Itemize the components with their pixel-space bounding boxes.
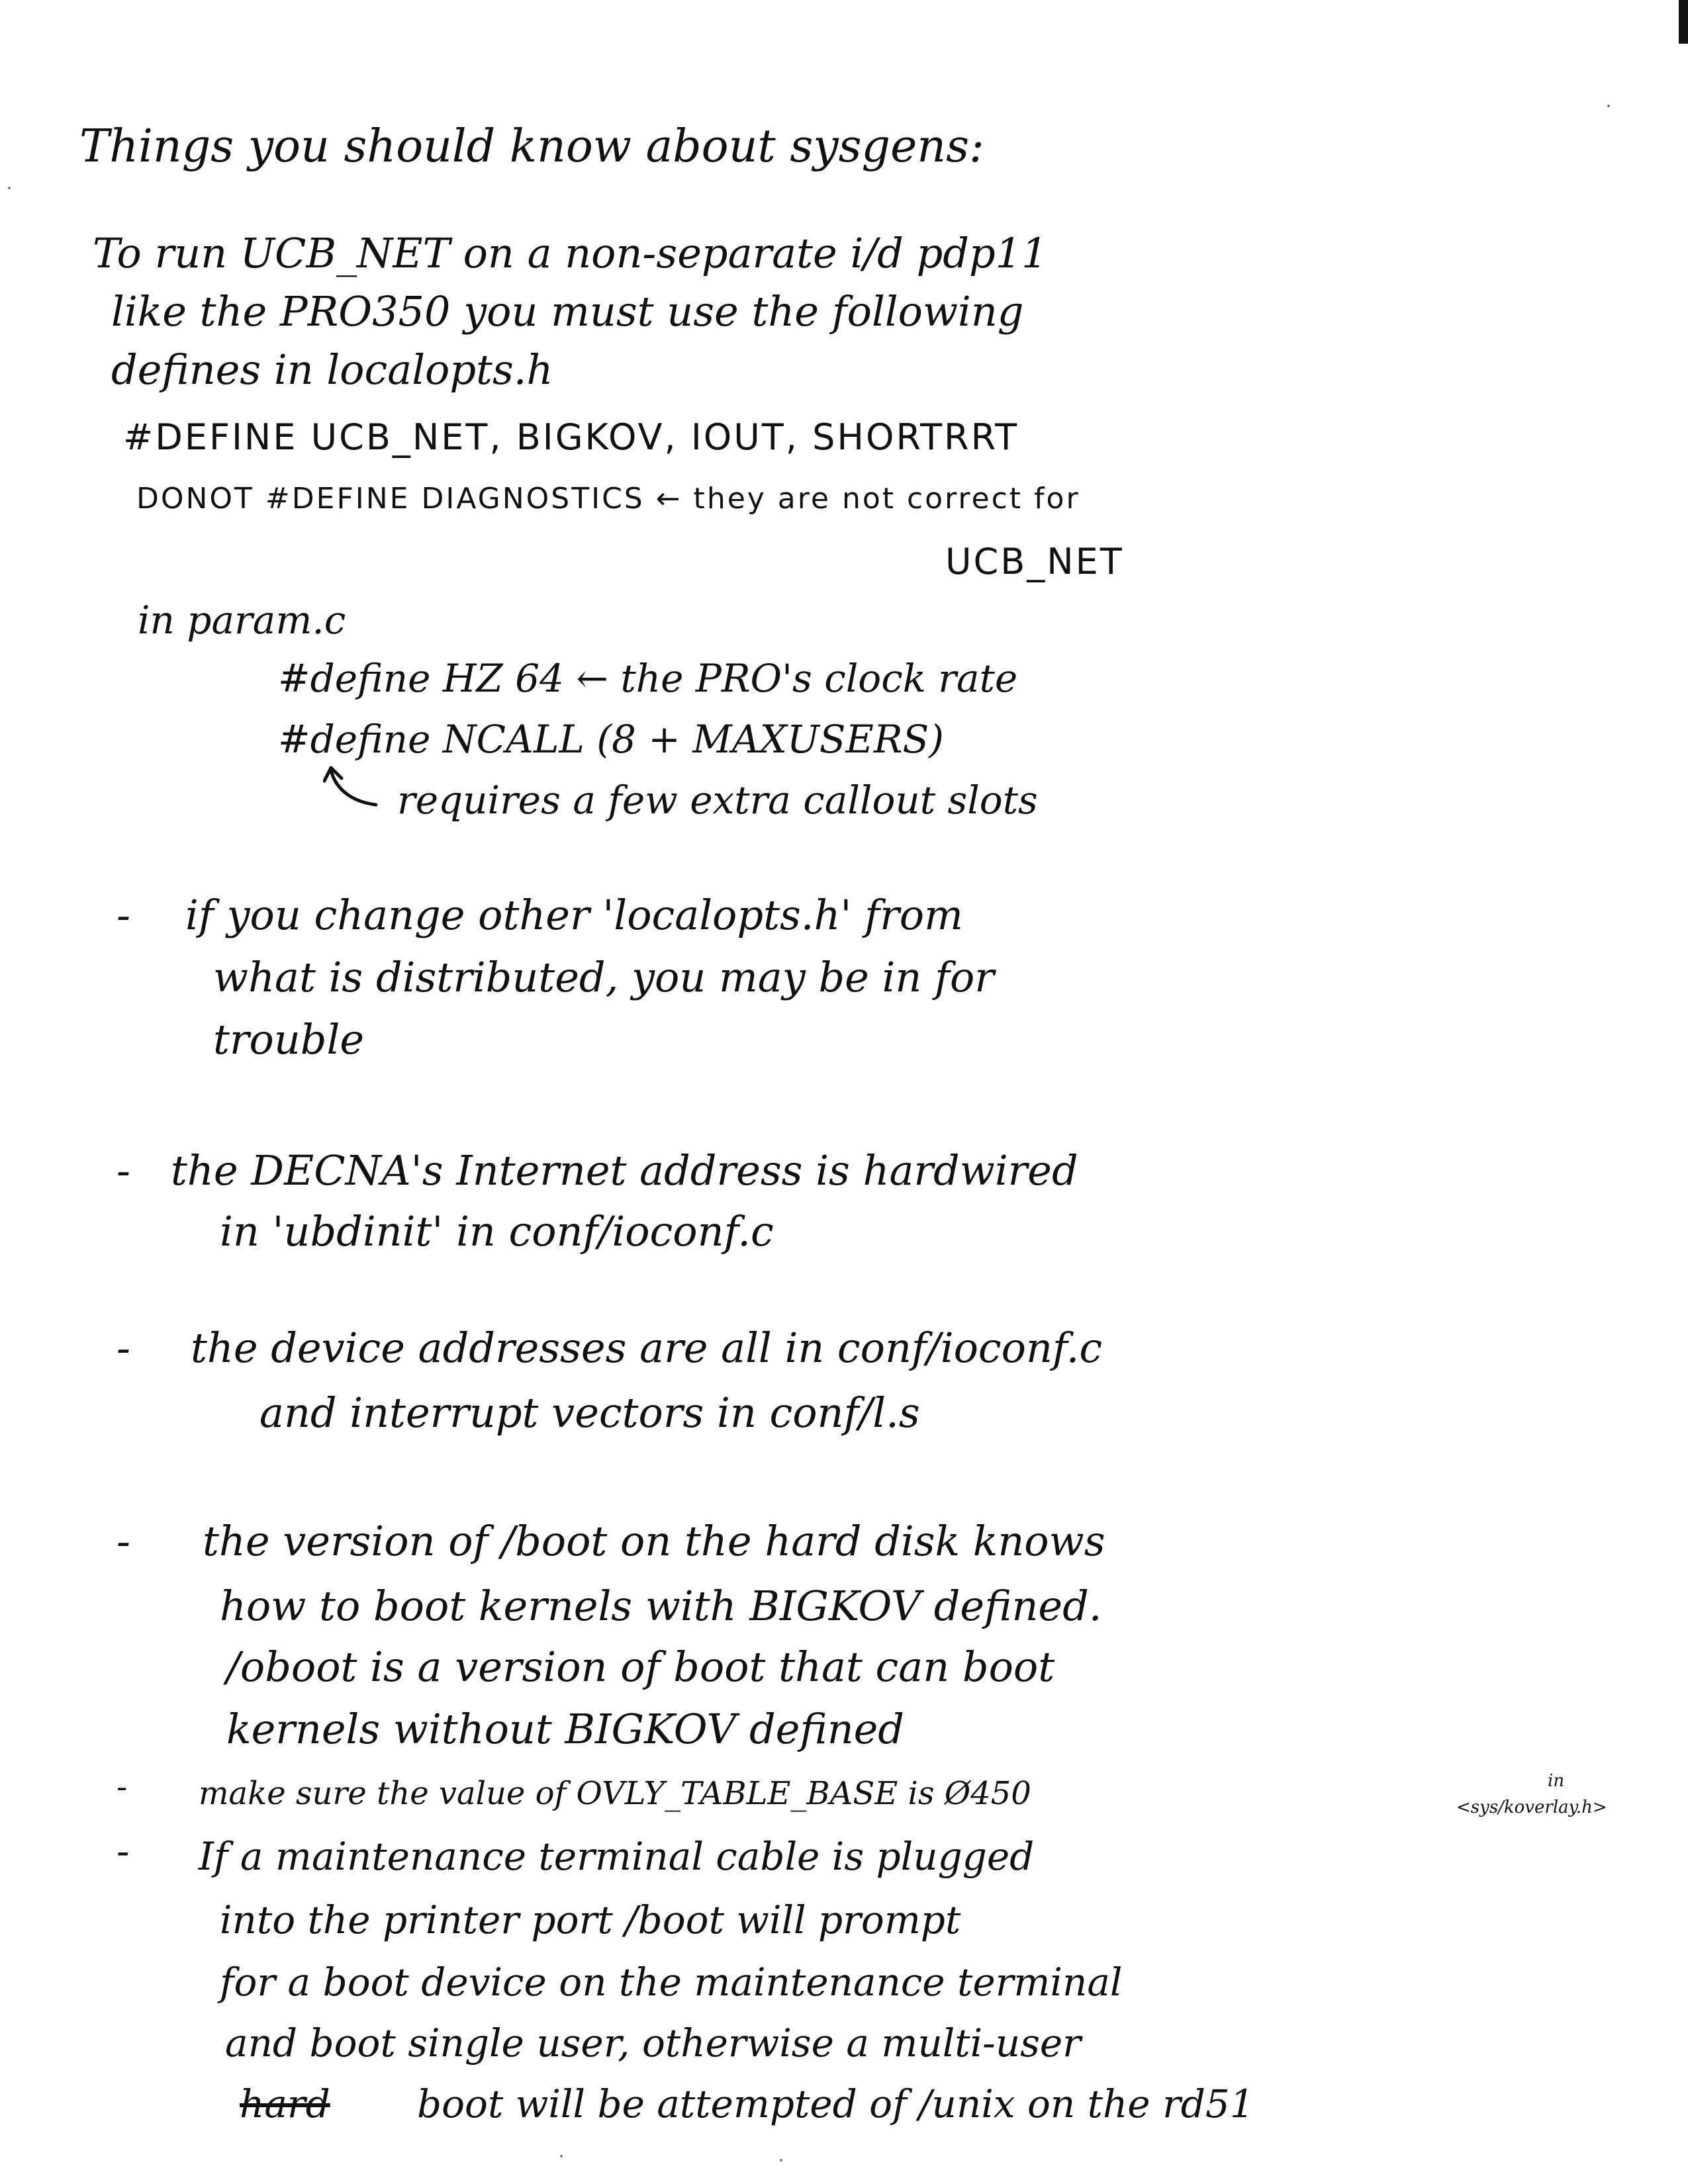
scan-edge-mark xyxy=(1679,0,1688,44)
localopts-line-1: if you change other 'localopts.h' from xyxy=(185,891,963,939)
bullet-dash: - xyxy=(117,1324,130,1372)
donot-define-continuation: UCB_NET xyxy=(945,541,1124,582)
curved-up-arrow-icon xyxy=(323,761,383,814)
define-line: #DEFINE UCB_NET, BIGKOV, IOUT, SHORTRRT xyxy=(123,416,1019,458)
boot-line-4: kernels without BIGKOV defined xyxy=(226,1705,904,1753)
boot-line-3: /oboot is a version of boot that can boot xyxy=(226,1643,1055,1691)
param-heading: in param.c xyxy=(138,598,346,643)
scan-speck xyxy=(1607,105,1610,107)
bullet-dash: - xyxy=(117,1768,128,1805)
maintenance-line-3: for a boot device on the maintenance terminal xyxy=(220,1960,1123,2005)
localopts-line-3: trouble xyxy=(213,1015,365,1064)
page-title: Things you should know about sysgens: xyxy=(79,120,984,173)
maintenance-line-4: and boot single user, otherwise a multi-user xyxy=(225,2021,1081,2066)
bullet-dash: - xyxy=(117,891,130,939)
localopts-line-2: what is distributed, you may be in for xyxy=(213,953,994,1001)
ncall-define-line: #define NCALL (8 + MAXUSERS) xyxy=(278,717,944,762)
maintenance-line-5: boot will be attempted of /unix on the rd51 xyxy=(417,2081,1254,2126)
scan-speck xyxy=(560,2155,563,2158)
scan-speck xyxy=(8,187,11,189)
hz-define-line: #define HZ 64 ← the PRO's clock rate xyxy=(278,656,1018,701)
struck-out-word: hard xyxy=(240,2081,330,2126)
bullet-dash: - xyxy=(117,1517,130,1565)
boot-line-1: the version of /boot on the hard disk knows xyxy=(203,1517,1105,1565)
decna-line-1: the DECNA's Internet address is hardwired xyxy=(171,1146,1078,1195)
ovly-line: make sure the value of OVLY_TABLE_BASE is Ø450 xyxy=(199,1775,1031,1812)
boot-line-2: how to boot kernels with BIGKOV defined. xyxy=(220,1582,1102,1630)
decna-line-2: in 'ubdinit' in conf/ioconf.c xyxy=(220,1207,774,1255)
addresses-line-2: and interrupt vectors in conf/l.s xyxy=(259,1388,920,1437)
bullet-dash: - xyxy=(117,1829,130,1874)
addresses-line-1: the device addresses are all in conf/ioconf.c xyxy=(191,1324,1103,1372)
maintenance-line-1: If a maintenance terminal cable is plugged xyxy=(199,1834,1035,1879)
intro-line-2: like the PRO350 you must use the following xyxy=(111,287,1024,336)
ovly-superscript-in: in xyxy=(1548,1771,1565,1791)
donot-define-line: DONOT #DEFINE DIAGNOSTICS ← they are not correct for xyxy=(136,482,1080,516)
maintenance-line-2: into the printer port /boot will prompt xyxy=(220,1897,961,1942)
intro-line-3: defines in localopts.h xyxy=(111,345,553,394)
intro-line-1: To run UCB_NET on a non-separate i/d pdp11 xyxy=(93,229,1048,277)
scan-speck xyxy=(780,2159,782,2161)
ncall-note: requires a few extra callout slots xyxy=(397,778,1038,823)
ovly-superscript-path: <sys/koverlay.h> xyxy=(1456,1797,1607,1817)
bullet-dash: - xyxy=(117,1146,130,1195)
